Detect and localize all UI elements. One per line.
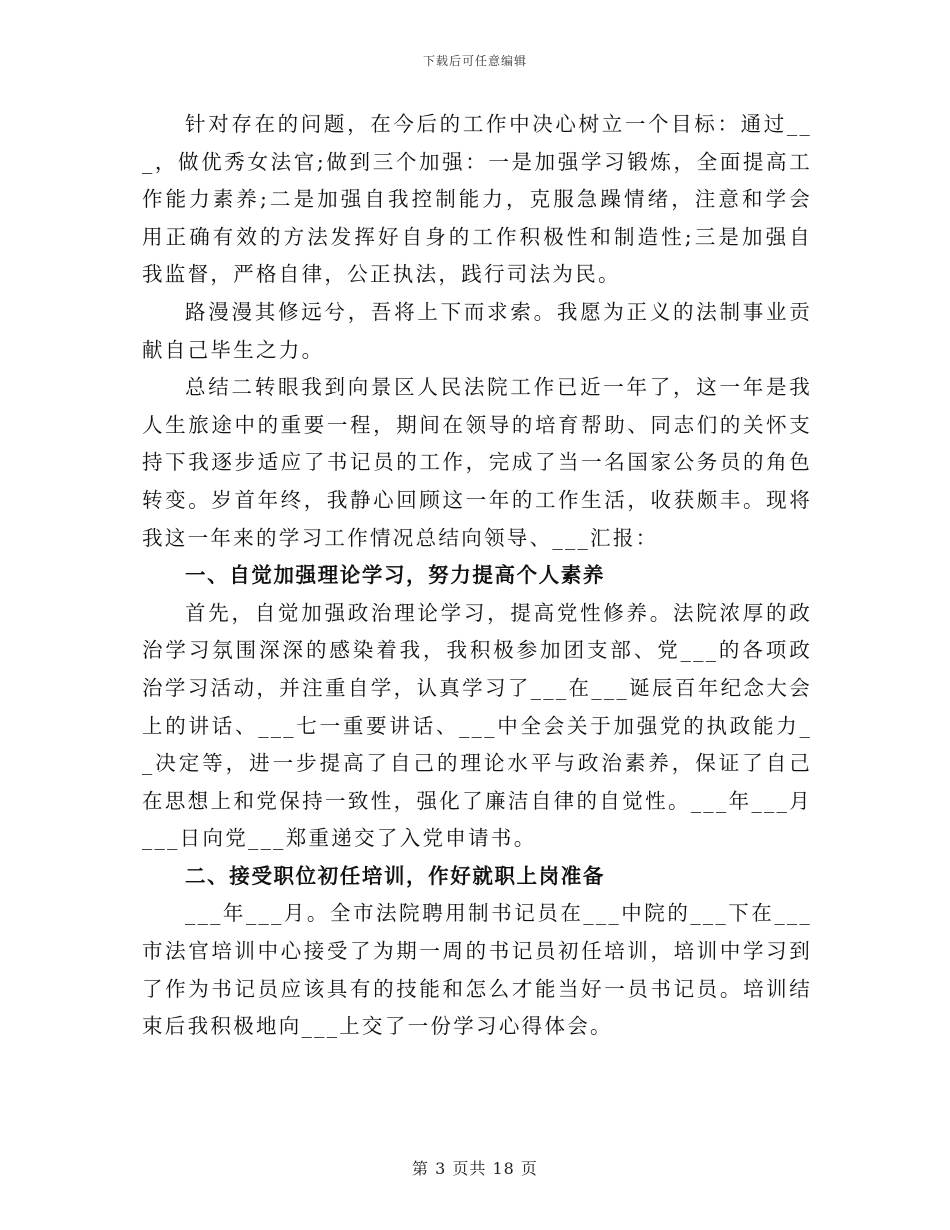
paragraph-resolve: 路漫漫其修远兮，吾将上下而求索。我愿为正义的法制事业贡献自己毕生之力。 [142,299,812,362]
paragraph-goal: 针对存在的问题，在今后的工作中决心树立一个目标：通过___，做优秀女法官;做到三个加强：一是加强学习锻炼，全面提高工作能力素养;二是加强自我控制能力，克服急躁情绪，注意和学会用正确有效的方法发挥好自身的工作积极性和制造性;三是加强自我监督，严格自律，公正执法，践行司法为民。 [142,112,812,287]
section-heading-theory-study: 一、自觉加强理论学习，努力提高个人素养 [185,563,605,588]
page-number-footer: 第 3 页共 18 页 [412,1159,538,1178]
page-header: 下载后可任意编辑 [422,54,527,68]
paragraph-summary-two-intro: 总结二转眼我到向景区人民法院工作已近一年了，这一年是我人生旅途中的重要一程，期间在领导的培育帮助、同志们的关怀支持下我逐步适应了书记员的工作，完成了当一名国家公务员的角色转变。岁首年终，我静心回顾这一年的工作生活，收获颇丰。现将我这一年来的学习工作情况总结向领导、___汇报： [142,375,812,550]
paragraph-theory-study: 首先，自觉加强政治理论学习，提高党性修养。法院浓厚的政治学习氛围深深的感染着我，我积极参加团支部、党___的各项政治学习活动，并注重自学，认真学习了___在___诞辰百年纪念大会上的讲话、___七一重要讲话、___中全会关于加强党的执政能力__决定等，进一步提高了自己的理论水平与政治素养，保证了自己在思想上和党保持一致性，强化了廉洁自律的自觉性。___年___月___日向党___郑重递交了入党申请书。 [142,600,812,851]
section-heading-training: 二、接受职位初任培训，作好就职上岗准备 [185,863,605,888]
paragraph-training: ___年___月。全市法院聘用制书记员在___中院的___下在___市法官培训中心接受了为期一周的书记员初任培训，培训中学习到了作为书记员应该具有的技能和怎么才能当好一员书记员。培训结束后我积极地向___上交了一份学习心得体会。 [142,901,812,1039]
document-body [142,106,812,1046]
